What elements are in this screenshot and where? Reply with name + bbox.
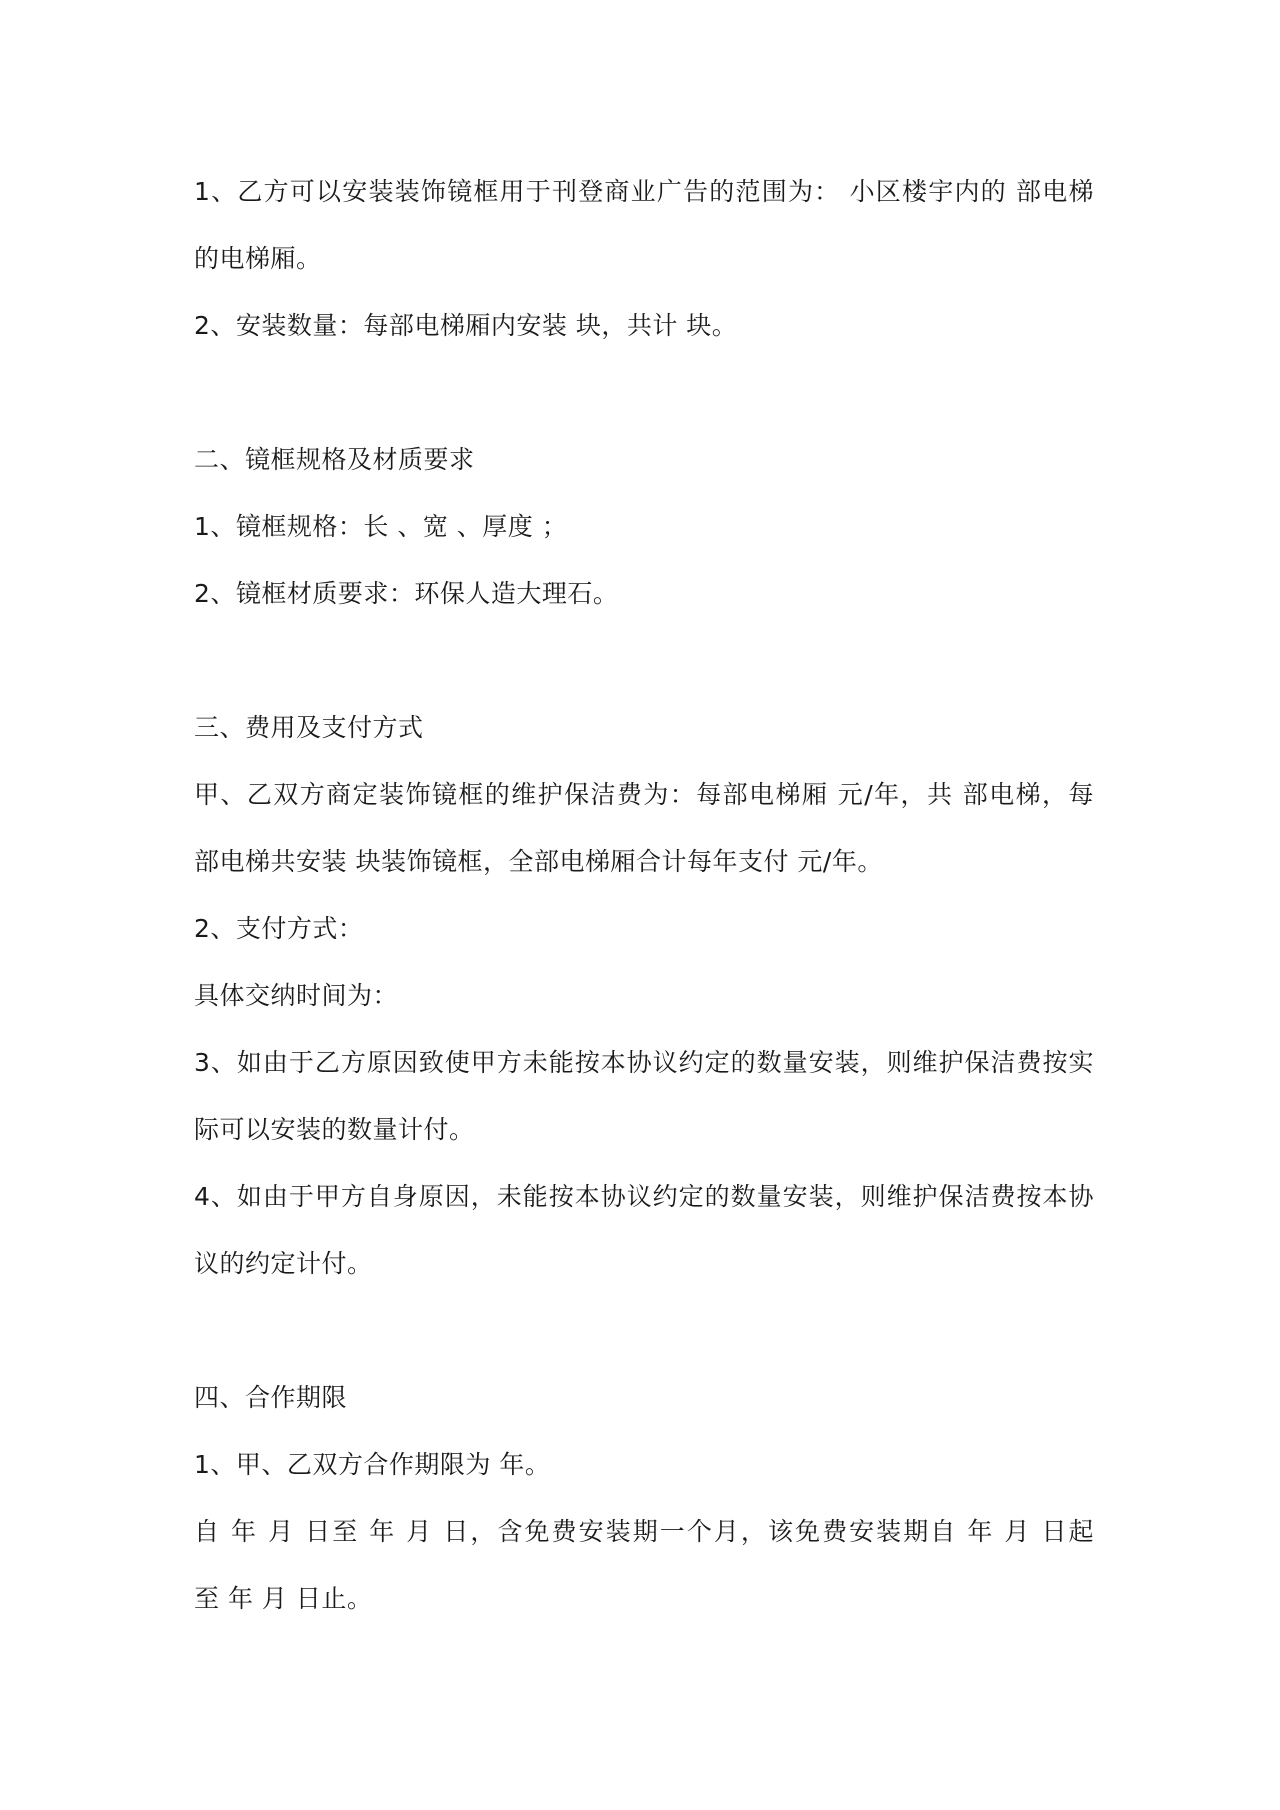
text-line: 2、支付方式： [194,914,364,943]
text-line: 甲、乙双方商定装饰镜框的维护保洁费为：每部电梯厢 元/年，共 部电梯，每 [194,780,1094,809]
paragraph-spacer [194,359,1094,426]
text-line: 二、镜框规格及材质要求 [194,445,475,474]
paragraph-spacer [194,627,1094,694]
text-line: 2、镜框材质要求：环保人造大理石。 [194,579,619,608]
text-line: 际可以安装的数量计付。 [194,1115,475,1144]
text-line: 1、镜框规格：长 、宽 、厚度 ； [194,512,568,541]
document-body [194,158,1094,1632]
text-line: 议的约定计付。 [194,1249,373,1278]
text-line: 至 年 月 日止。 [194,1584,373,1613]
text-line: 三、费用及支付方式 [194,713,424,742]
text-line: 四、合作期限 [194,1383,348,1412]
text-line: 4、如由于甲方自身原因，未能按本协议约定的数量安装，则维护保洁费按本协 [194,1182,1094,1211]
text-line: 具体交纳时间为： [194,981,399,1010]
text-line: 3、如由于乙方原因致使甲方未能按本协议约定的数量安装，则维护保洁费按实 [194,1048,1094,1077]
text-line: 1、甲、乙双方合作期限为 年。 [194,1450,551,1479]
text-line: 1、乙方可以安装装饰镜框用于刊登商业广告的范围为： 小区楼宇内的 部电梯 [194,177,1094,206]
text-line: 的电梯厢。 [194,244,322,273]
text-line: 自 年 月 日至 年 月 日，含免费安装期一个月，该免费安装期自 年 月 日起 [194,1517,1094,1546]
text-line: 部电梯共安装 块装饰镜框，全部电梯厢合计每年支付 元/年。 [194,847,883,876]
text-line: 2、安装数量：每部电梯厢内安装 块，共计 块。 [194,311,738,340]
paragraph-spacer [194,1297,1094,1364]
